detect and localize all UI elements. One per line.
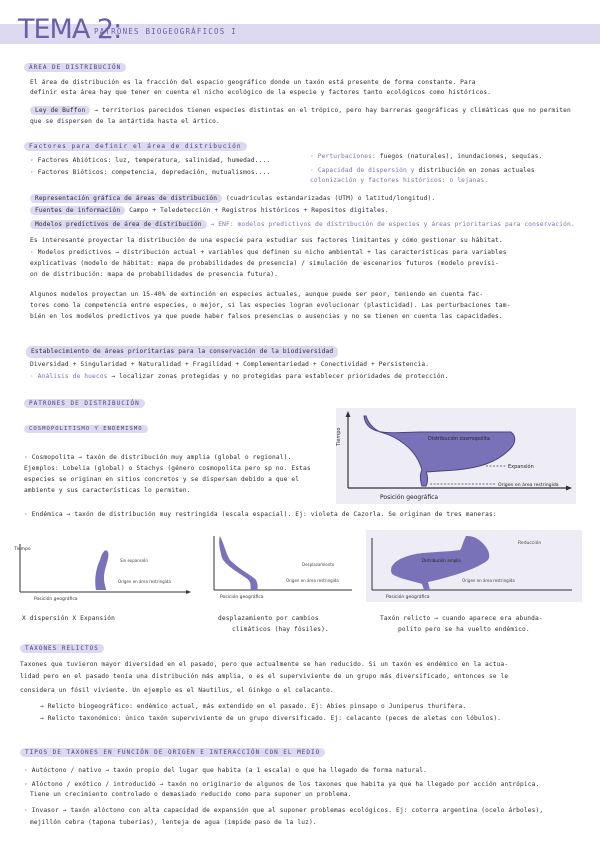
fuentes-line bbox=[30, 206, 389, 216]
caption-3-line-1: Taxón relicto → cuando aparece era abunda- bbox=[380, 615, 543, 622]
dispersion-label: · Capacidad de dispersión y bbox=[310, 167, 415, 174]
types-native: · Autóctono / nativo → taxón propio del lugar que habita (a 1 escala) o que ha llegado de forma natural. bbox=[24, 767, 428, 774]
factors-heading: Factores para definir el área de distribución bbox=[24, 142, 247, 151]
area-line-1: El área de distribución es la fracción del espacio geográfico donde un taxón está presente de forma constante. Para bbox=[30, 79, 476, 86]
caption-1: X dispersión X Expansión bbox=[22, 615, 116, 622]
chart-label-cosmo: Distribución cosmopolita bbox=[428, 436, 490, 442]
biodiv-gap bbox=[30, 372, 449, 382]
cosmo-line-4: ambiente y sus características lo permiten. bbox=[24, 487, 191, 494]
factors-dispersion bbox=[310, 166, 535, 176]
caption-2-line-1: desplazamiento por cambios bbox=[218, 615, 319, 622]
relict-line-1: Taxones que tuvieron mayor diversidad en el pasado, pero que actualmente se han reducido. Si un taxón es endémico en la actua- bbox=[20, 661, 509, 668]
types-alien-1: · Alóctono / exótico / introducido → taxón no originario de algunos de los taxones que habita ya que ha llegado por acción antrópica. bbox=[24, 781, 540, 788]
buffon-line-1 bbox=[30, 106, 571, 116]
cosmo-line-1: · Cosmopolita → taxón de distribución muy amplia (global o regional). bbox=[24, 454, 292, 461]
c2-shape bbox=[219, 536, 257, 590]
small-chart-1 bbox=[10, 538, 192, 602]
page-subtitle: PATRONES BIOGEOGRÁFICOS I bbox=[94, 27, 237, 36]
repr-line-2: · Modelos predictivos → distribución actual + variables que definen su nicho ambiental + las características para variables bbox=[30, 249, 507, 256]
c3-xlabel: Posición geográfica bbox=[386, 595, 430, 600]
relict-line-3: considera un fósil viviente. Un ejemplo es el Nautilus, el Ginkgo o el celacanto. bbox=[20, 687, 334, 694]
dispersion-text: distribución en zonas actuales bbox=[418, 167, 535, 174]
caption-2-line-2: climáticos (hay fósiles). bbox=[232, 626, 329, 633]
repr-line-3: explicativas (modelo de hábitat: mapa de probabilidades de presencia) / simulación de escenarios futuros (modelo previsi- bbox=[30, 260, 499, 267]
fuentes-label: Fuentes de información bbox=[30, 206, 125, 215]
chart-label-orig: Origen en área restringida bbox=[498, 483, 559, 488]
repr-line bbox=[30, 194, 435, 204]
modelos-line bbox=[30, 220, 575, 230]
perturbaciones-label: · Perturbaciones: bbox=[310, 153, 376, 160]
chart-xlabel: Posición geográfica bbox=[380, 494, 439, 501]
buffon-line-2: que se dispersen de la antártida hasta el ártico. bbox=[30, 118, 220, 125]
repr-para-2: tores como la competencia entre especies, o mejor, si las especies logran evolucionar (plasticidad). Las perturbaciones tam- bbox=[30, 302, 511, 309]
repr-line-1: Es interesante proyectar la distribución de una especie para estudiar sus factores limitantes y cómo gestionar su hábitat. bbox=[30, 237, 503, 244]
cosmo-heading: COSMOPOLITISMO Y ENDEMISMO bbox=[24, 425, 148, 433]
relict-line-2: lidad pero en el pasado tenía una distribución más amplia, o es el superviviente de un grupo más diversificado, entonces se le bbox=[20, 673, 509, 680]
buffon-label: Ley de Buffon bbox=[30, 106, 90, 115]
patterns-heading: PATRONES DE DISTRIBUCIÓN bbox=[24, 399, 145, 408]
factors-abioticos: · Factores Abióticos: luz, temperatura, salinidad, humedad.... bbox=[30, 157, 271, 164]
page-title: TEMA 2: bbox=[18, 14, 122, 45]
relict-heading: TAXONES RELICTOS bbox=[20, 644, 104, 653]
caption-3-line-2: polito pero se ha vuelto endémico. bbox=[398, 626, 530, 633]
c1-ylabel: Tiempo bbox=[14, 547, 31, 552]
c2-label-a: Desplazamiento bbox=[302, 562, 335, 567]
factors-bioticos: · Factores Bióticos: competencia, depredación, mutualismos.... bbox=[30, 169, 271, 176]
types-heading: TIPOS DE TAXONES EN FUNCIÓN DE ORIGEN E INTERACCIÓN CON EL MEDIO bbox=[20, 748, 325, 757]
types-invasive-2: mejillón cebra (tapona tuberías), lenteja de agua (impide paso de la luz). bbox=[30, 819, 317, 826]
repr-line-4: on de distribución: mapa de probabilidades de presencia futura). bbox=[30, 271, 279, 278]
c3-label-b: Distribución amplia bbox=[422, 558, 461, 563]
c2-label-b: Origen en área restringida bbox=[286, 578, 339, 583]
relict-bio: → Relicto biogeográfico: endémico actual, más extendido en el pasado. Ej: Abies pinsapo o Juniperus thurifera. bbox=[40, 703, 467, 710]
types-invasive-1: · Invasor → taxón alóctono con alta capacidad de expansión que al suponer problemas ecológicos. Ej: cotorra argentina (ocelo árboles), bbox=[24, 807, 544, 814]
cosmo-line-2: Ejemplos: Lobelia (global) o Stachys (género cosmopolita pero sp no. Estas bbox=[24, 465, 311, 472]
repr-para-3: bién en los modelos predictivos ya que puede haber falsos presencias o ausencias y no se tienen en cuenta las capacidades. bbox=[30, 313, 503, 320]
c3-label-c: Origen en área restringida bbox=[462, 578, 515, 583]
types-alien-2: Tiene un crecimiento controlado o demasiado reducido como para suponer un problema. bbox=[30, 791, 352, 798]
small-chart-2 bbox=[210, 530, 356, 602]
cosmopolita-chart bbox=[336, 408, 576, 504]
repr-para-1: Algunos modelos proyectan un 15-40% de extinción en especies actuales, aunque puede ser peor, teniendo en cuenta fac- bbox=[30, 291, 484, 298]
c1-xlabel: Posición geográfica bbox=[34, 597, 78, 602]
buffon-text-1: → territorios parecidos tienen especies distintas en el trópico, pero hay barreras geográficas y climáticas que no permiten bbox=[94, 107, 571, 114]
chart-ylabel: Tiempo bbox=[336, 427, 342, 446]
c3-label-a: Reducción bbox=[518, 541, 542, 546]
biodiv-heading: Establecimiento de áreas prioritarias para la conservación de la biodiversidad bbox=[26, 346, 338, 358]
gap-text: → localizar zonas protegidas y no protegidas para establecer prioridades de protección. bbox=[111, 373, 449, 380]
cosmo-line-3: especies se originan en sitios concretos y se dispersan debido a que el bbox=[24, 476, 300, 483]
chart-label-exp: Expansión bbox=[508, 464, 534, 470]
c1-label-a: Sin expansión bbox=[120, 558, 148, 563]
relict-taxo: → Relicto taxonómico: único taxón superviviente de un grupo diversificado. Ej: celacanto (peces de aletas con lóbulos). bbox=[40, 715, 502, 722]
modelos-label: Modelos predictivos de área de distribución bbox=[30, 220, 207, 229]
modelos-text: → ENF: modelos predictivos de distribución de especies y áreas prioritarias para conservación. bbox=[210, 221, 575, 228]
gap-label: · Análisis de huecos bbox=[30, 373, 108, 380]
c1-shape bbox=[95, 550, 108, 590]
repr-label: Representación gráfica de áreas de distribución bbox=[30, 194, 222, 203]
factors-perturbaciones bbox=[310, 152, 543, 162]
perturbaciones-text: fuegos (naturales), inundaciones, sequías. bbox=[379, 153, 543, 160]
repr-text: (cuadrículas estandarizadas (UTM) o latitud/longitud). bbox=[226, 195, 436, 202]
c1-label-b: Origen en área restringida bbox=[118, 579, 171, 584]
small-chart-3 bbox=[366, 530, 582, 602]
section-heading-area: ÁREA DE DISTRIBUCIÓN bbox=[24, 63, 126, 72]
biodiv-line-1: Diversidad + Singularidad + Naturalidad + Fragilidad + Complementariedad + Conectividad + Persistencia. bbox=[30, 361, 430, 368]
endemic-line: · Endémica → taxón de distribución muy restringida (escala espacial). Ej: violeta de Cazorla. Se originan de tres maneras: bbox=[24, 511, 497, 518]
c1-x-arrow-icon bbox=[186, 590, 191, 594]
area-line-2: definir esta área hay que tener en cuenta el nicho ecológico de la especie y factores tanto ecológicos como históricos. bbox=[30, 89, 492, 96]
fuentes-text: Campo + Teledetección + Registros históricos + Repositos digitales. bbox=[129, 207, 389, 214]
factors-colonizacion: colonización y factores históricos: o lejanas. bbox=[310, 177, 489, 184]
c2-xlabel: Posición geográfica bbox=[220, 595, 264, 600]
